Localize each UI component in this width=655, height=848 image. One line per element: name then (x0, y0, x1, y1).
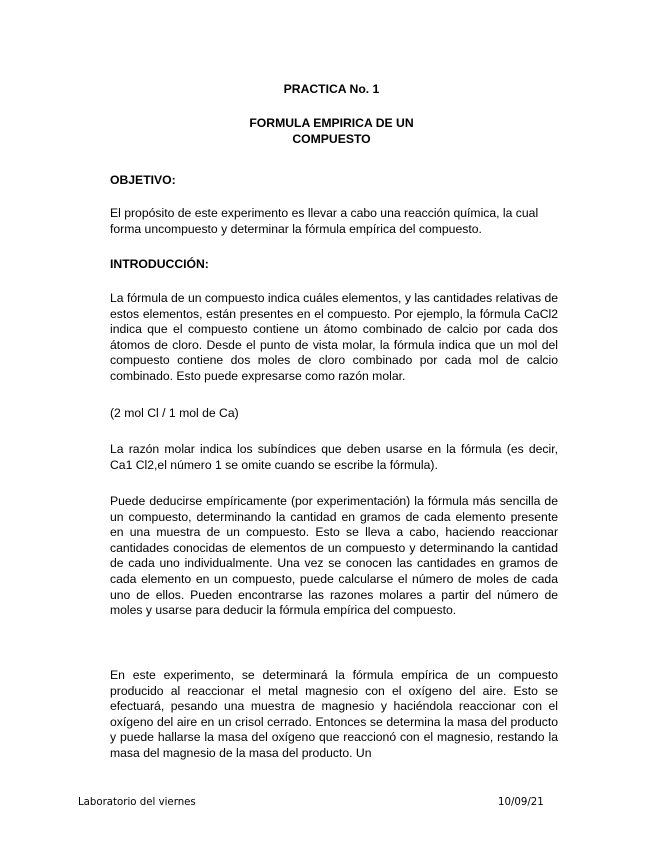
page-subtitle (4, 115, 655, 147)
footer-label: Laboratorio del viernes (78, 797, 196, 808)
intro-paragraph-2: La razón molar indica los subíndices que deben usarse en la fórmula (es decir, Ca1 Cl2,el número 1 se omite cuando se escribe la fórmula). (110, 442, 558, 472)
footer-date: 10/09/21 (498, 797, 544, 808)
molar-ratio-text: (2 mol Cl / 1 mol de Ca) (110, 406, 239, 420)
page-title: PRACTICA No. 1 (283, 82, 380, 96)
subtitle-line-2: COMPUESTO (292, 132, 371, 146)
introduction-heading: INTRODUCCIÓN: (110, 257, 209, 271)
intro-paragraph-1: La fórmula de un compuesto indica cuáles elementos, y las cantidades relativas de estos elementos, están presentes en el compuesto. Por ejemplo, la fórmula CaCl2 indica que el compuesto contiene un átomo combinado de calcio por cada dos átomos de cloro. Desde el punto de vista molar, la fórmula indica que un mol del compuesto contiene dos moles de cloro combinado por cada mol de calcio combinado. Esto puede expresarse como razón molar. (110, 291, 558, 383)
subtitle-line-1: FORMULA EMPIRICA DE UN (249, 116, 414, 130)
intro-paragraph-4: En este experimento, se determinará la fórmula empírica de un compuesto producido al reaccionar el metal magnesio con el oxígeno del aire. Esto se efectuará, pesando una muestra de magnesio y haciéndola reaccionar con el oxígeno del aire en un crisol cerrado. Entonces se determina la masa del producto y puede hallarse la masa del oxígeno que reaccionó con el magnesio, restando la masa del magnesio de la masa del producto. Un (110, 668, 558, 760)
intro-paragraph-3: Puede deducirse empíricamente (por experimentación) la fórmula más sencilla de un compuesto, determinando la cantidad en gramos de cada elemento presente en una muestra de un compuesto. Esto se lleva a cabo, haciendo reaccionar cantidades conocidas de elementos de un compuesto y determinando la cantidad de cada uno individualmente. Una vez se conocen las cantidades en gramos de cada elemento en un compuesto, puede calcularse el número de moles de cada uno de ellos. Pueden encontrarse las razones molares a partir del número de moles y usarse para deducir la fórmula empírica del compuesto. (110, 494, 558, 618)
objective-text: El propósito de este experimento es llevar a cabo una reacción química, la cual forma uncompuesto y determinar la fórmula empírica del compuesto. (110, 206, 539, 236)
objective-heading: OBJETIVO: (110, 173, 176, 187)
